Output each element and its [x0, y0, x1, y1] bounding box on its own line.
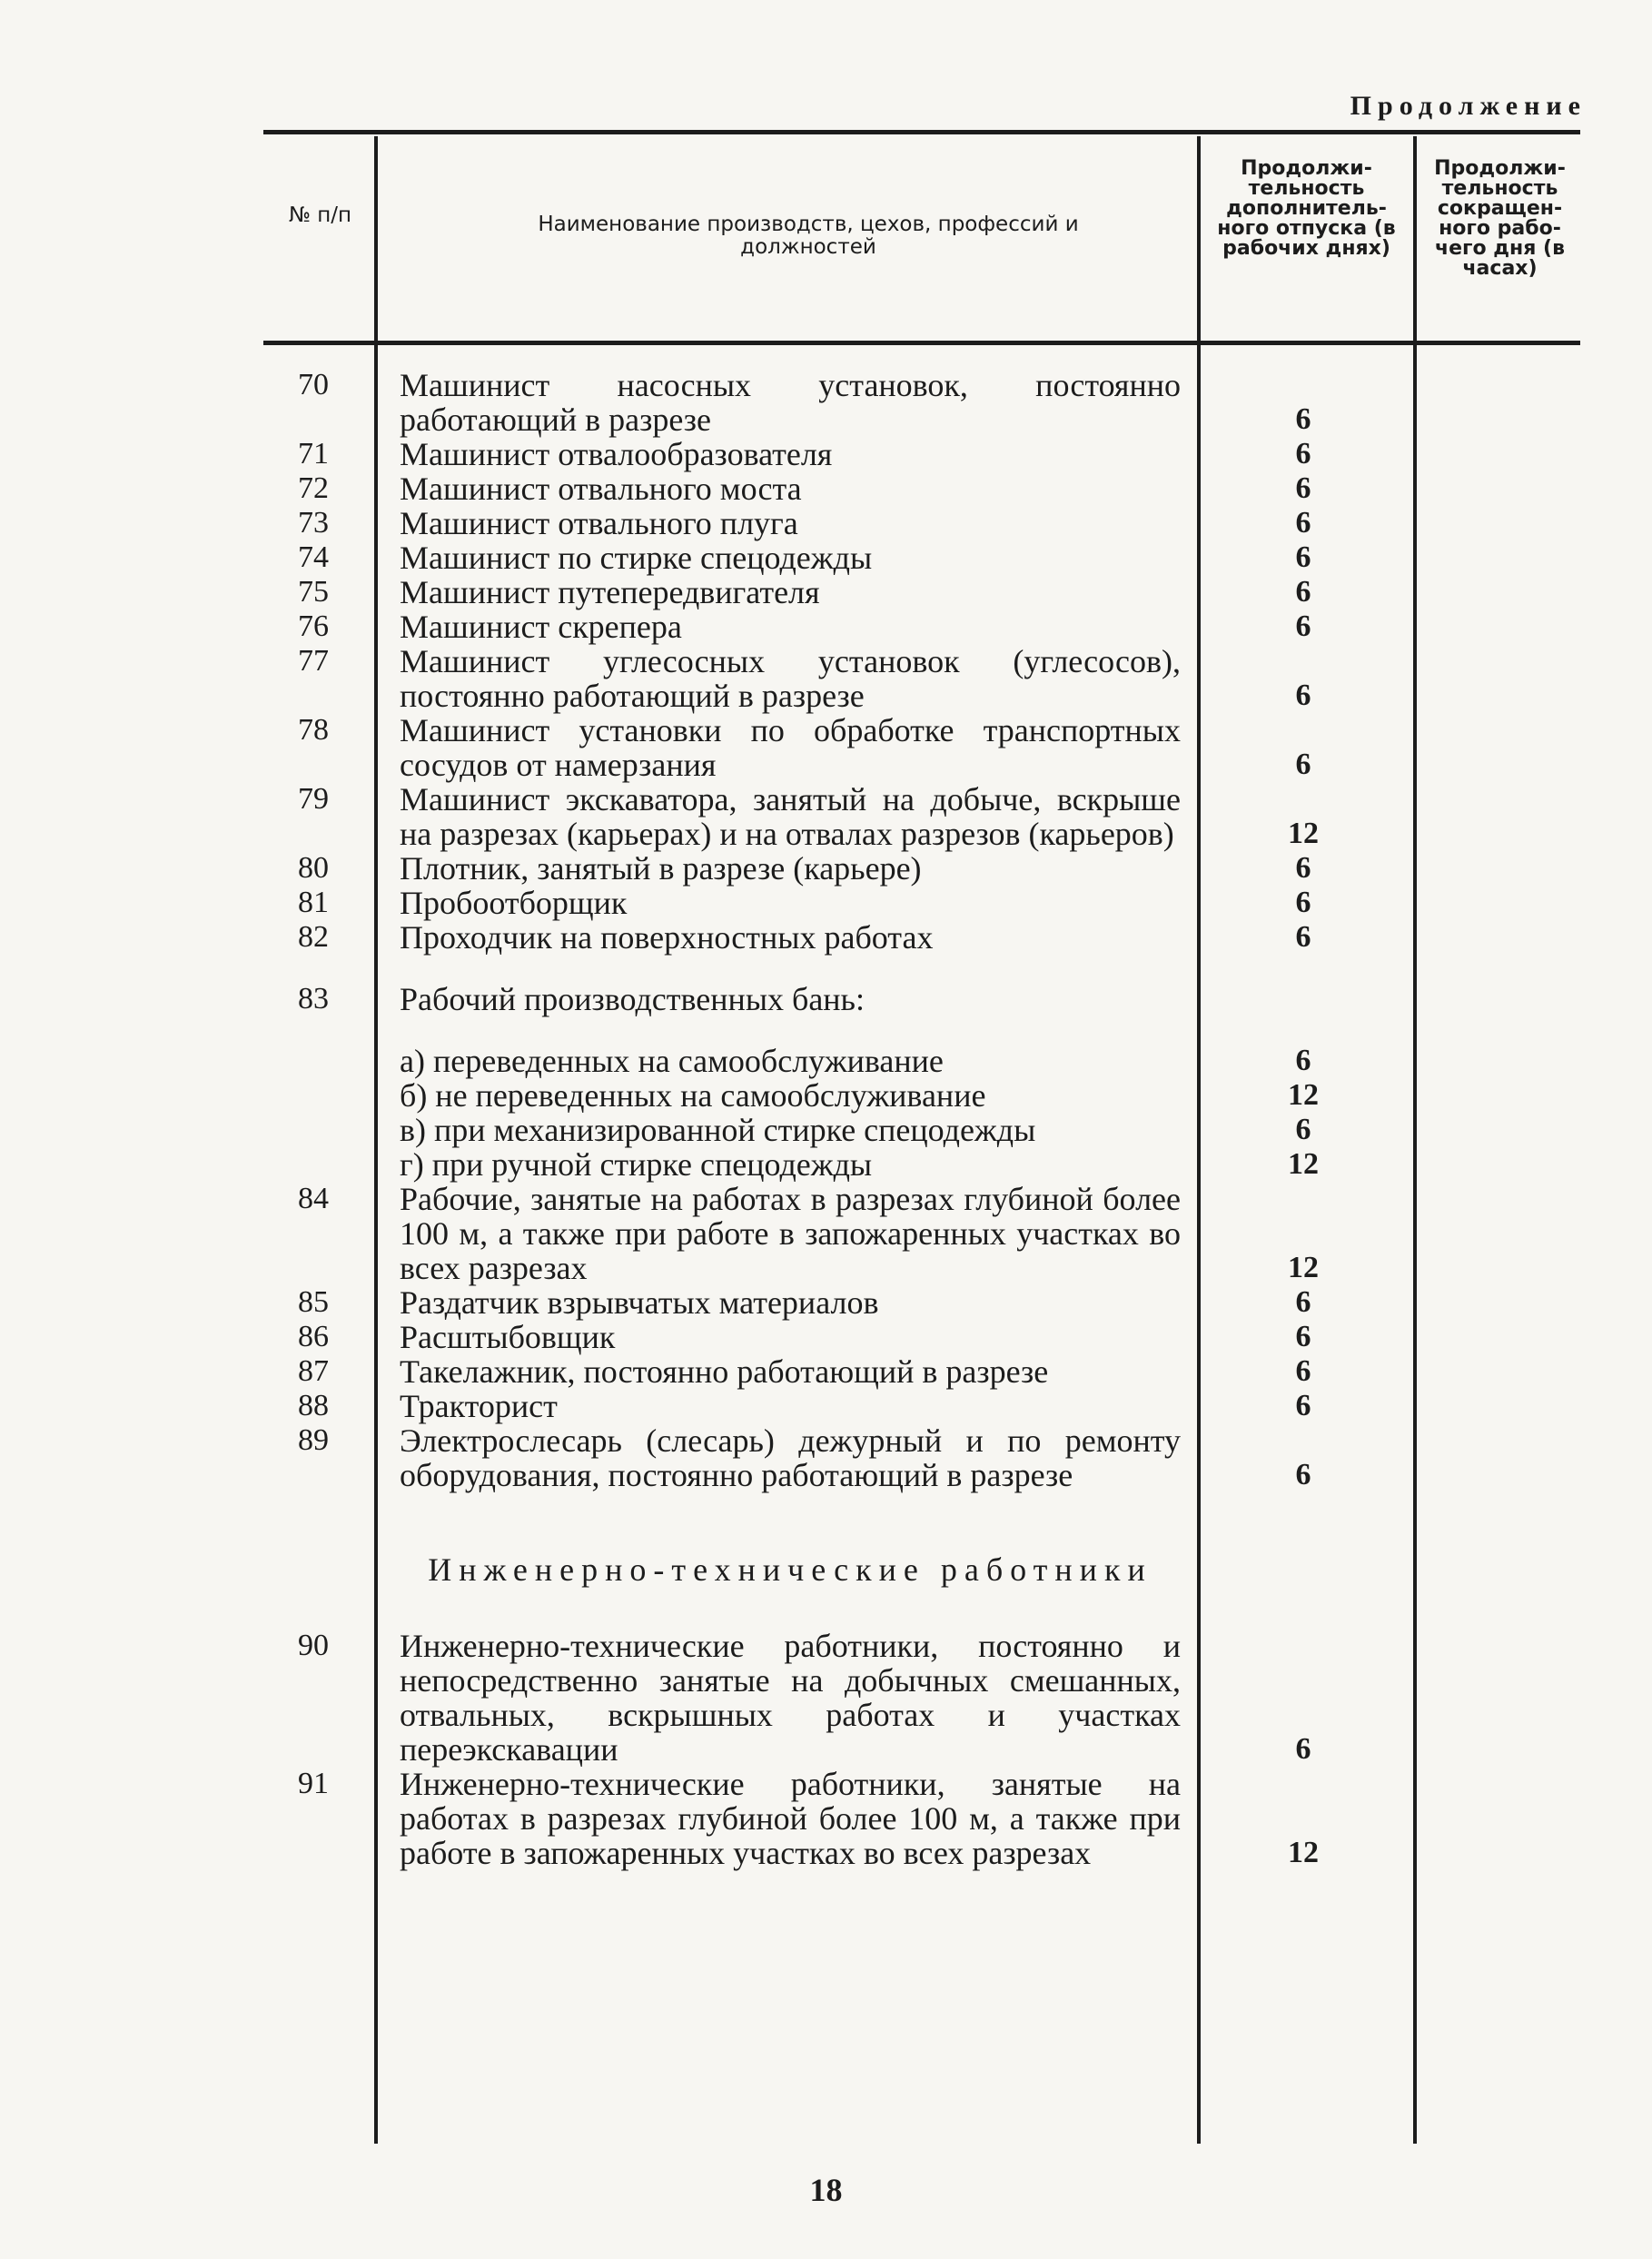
row-leave-days: 6 — [1295, 1113, 1311, 1146]
row-number: 90 — [298, 1629, 329, 1662]
row-description: Инженерно-технические работники, постоянно и непосредственно занятые на добычных смешанных, отвальных, вскрышных работах и участках переэкскавации — [400, 1628, 1181, 1768]
table-row — [0, 886, 1652, 920]
row-description: Электрослесарь (слесарь) дежурный и по ремонту оборудования, постоянно работающий в разрезе — [400, 1422, 1181, 1493]
row-number: 75 — [298, 575, 329, 609]
header-top-rule — [263, 130, 1580, 134]
header-bottom-rule — [263, 341, 1580, 345]
row-number: 79 — [298, 782, 329, 816]
row-description: Рабочие, занятые на работах в разрезах глубиной более 100 м, а также при работе в запожаренных участках во всех разрезах — [400, 1181, 1181, 1286]
table-row — [0, 713, 1652, 782]
row-number: 80 — [298, 851, 329, 885]
row-number: 72 — [298, 471, 329, 505]
row-description: Плотник, занятый в разрезе (карьере) — [400, 850, 922, 887]
row-number: 76 — [298, 609, 329, 643]
row-number: 83 — [298, 982, 329, 1016]
row-leave-days: 6 — [1295, 886, 1311, 919]
row-description: Машинист установки по обработке транспортных сосудов от намерзания — [400, 712, 1181, 783]
row-description: Машинист путепередвигателя — [400, 574, 820, 610]
row-number: 74 — [298, 540, 329, 574]
row-number: 89 — [298, 1423, 329, 1457]
table-row — [0, 1389, 1652, 1423]
row-leave-days: 12 — [1288, 817, 1319, 850]
row-description: Инженерно-технические работники, занятые на работах в разрезах глубиной более 100 м, а также при работе в запожаренных участках во всех разрезах — [400, 1766, 1181, 1871]
row-leave-days: 6 — [1295, 575, 1311, 609]
row-leave-days: 6 — [1295, 920, 1311, 954]
row-number: 77 — [298, 644, 329, 678]
row-leave-days: 6 — [1295, 1044, 1311, 1077]
table-row — [0, 506, 1652, 540]
row-number: 71 — [298, 437, 329, 471]
row-leave-days: 6 — [1295, 471, 1311, 505]
row-description: в) при механизированной стирке спецодежды — [400, 1112, 1036, 1148]
table-row — [0, 1182, 1652, 1285]
row-number: 81 — [298, 886, 329, 919]
row-number: 91 — [298, 1767, 329, 1800]
table-row — [0, 782, 1652, 851]
continuation-label: Продолжение — [1350, 91, 1587, 121]
row-leave-days: 6 — [1295, 1732, 1311, 1766]
row-number: 78 — [298, 713, 329, 747]
row-number: 88 — [298, 1389, 329, 1422]
row-leave-days: 6 — [1295, 506, 1311, 540]
header-extra-leave: Продолжи-тельность дополнитель-ного отпуска (в рабочих днях) — [1217, 157, 1396, 260]
row-leave-days: 6 — [1295, 1320, 1311, 1353]
table-row — [0, 368, 1652, 437]
table-row — [0, 575, 1652, 609]
row-leave-days: 6 — [1295, 1285, 1311, 1319]
table-row — [0, 1078, 1652, 1113]
table-row — [0, 1113, 1652, 1147]
table-row — [0, 644, 1652, 713]
row-description: Тракторист — [400, 1388, 558, 1424]
table-row — [0, 851, 1652, 886]
row-leave-days: 12 — [1288, 1251, 1319, 1284]
table-row — [0, 609, 1652, 644]
row-leave-days: 6 — [1295, 1389, 1311, 1422]
header-name: Наименование производств, цехов, профессий и должностей — [538, 213, 1079, 259]
table-row — [0, 920, 1652, 955]
table-row — [0, 982, 1652, 1016]
table-row — [0, 1423, 1652, 1492]
row-description: Машинист по стирке спецодежды — [400, 540, 873, 576]
row-description: а) переведенных на самообслуживание — [400, 1043, 944, 1079]
row-leave-days: 6 — [1295, 679, 1311, 712]
row-number: 85 — [298, 1285, 329, 1319]
row-leave-days: 6 — [1295, 748, 1311, 781]
row-number: 73 — [298, 506, 329, 540]
row-description: Пробоотборщик — [400, 885, 628, 921]
row-description: Машинист отвального плуга — [400, 505, 798, 541]
row-leave-days: 12 — [1288, 1147, 1319, 1181]
row-description: Машинист насосных установок, постоянно работающий в разрезе — [400, 367, 1181, 438]
row-description: Машинист отвального моста — [400, 471, 802, 507]
table-row — [0, 1354, 1652, 1389]
row-description: Машинист углесосных установок (углесосов), постоянно работающий в разрезе — [400, 643, 1181, 714]
row-leave-days: 6 — [1295, 402, 1311, 436]
row-description: Машинист экскаватора, занятый на добыче, вскрыше на разрезах (карьерах) и на отвалах разрезов (карьеров) — [400, 781, 1181, 852]
table-row — [0, 1285, 1652, 1320]
header-short-day: Продолжи-тельность сокращен-ного рабо-чего дня (в часах) — [1434, 157, 1566, 280]
row-leave-days: 6 — [1295, 437, 1311, 471]
table-row — [0, 1629, 1652, 1767]
row-description: г) при ручной стирке спецодежды — [400, 1146, 873, 1183]
row-description: б) не переведенных на самообслуживание — [400, 1077, 986, 1114]
table-row — [0, 540, 1652, 575]
table-row — [0, 437, 1652, 471]
table-body — [0, 368, 1652, 1870]
row-leave-days: 6 — [1295, 851, 1311, 885]
row-number: 87 — [298, 1354, 329, 1388]
row-leave-days: 6 — [1295, 609, 1311, 643]
row-description: Проходчик на поверхностных работах — [400, 919, 934, 956]
row-description: Машинист скрепера — [400, 609, 682, 645]
row-leave-days: 12 — [1288, 1078, 1319, 1112]
table-row — [0, 1320, 1652, 1354]
row-description: Такелажник, постоянно работающий в разрезе — [400, 1353, 1049, 1390]
row-number: 84 — [298, 1182, 329, 1215]
row-description: Машинист отвалообразователя — [400, 436, 833, 472]
row-description: Раздатчик взрывчатых материалов — [400, 1284, 879, 1321]
table-row — [0, 1044, 1652, 1078]
row-leave-days: 6 — [1295, 1354, 1311, 1388]
row-number: 82 — [298, 920, 329, 954]
row-leave-days: 6 — [1295, 540, 1311, 574]
section-title: Инженерно-технические работники — [428, 1551, 1152, 1588]
row-description: Расштыбовщик — [400, 1319, 616, 1355]
row-number: 70 — [298, 368, 329, 401]
header-num: № п/п — [288, 203, 352, 227]
row-leave-days: 6 — [1295, 1458, 1311, 1491]
row-description: Рабочий производственных бань: — [400, 981, 865, 1017]
page-number: 18 — [809, 2172, 843, 2208]
table-row — [0, 1147, 1652, 1182]
table-row — [0, 1767, 1652, 1870]
row-leave-days: 12 — [1288, 1836, 1319, 1869]
row-number: 86 — [298, 1320, 329, 1353]
table-row — [0, 471, 1652, 506]
